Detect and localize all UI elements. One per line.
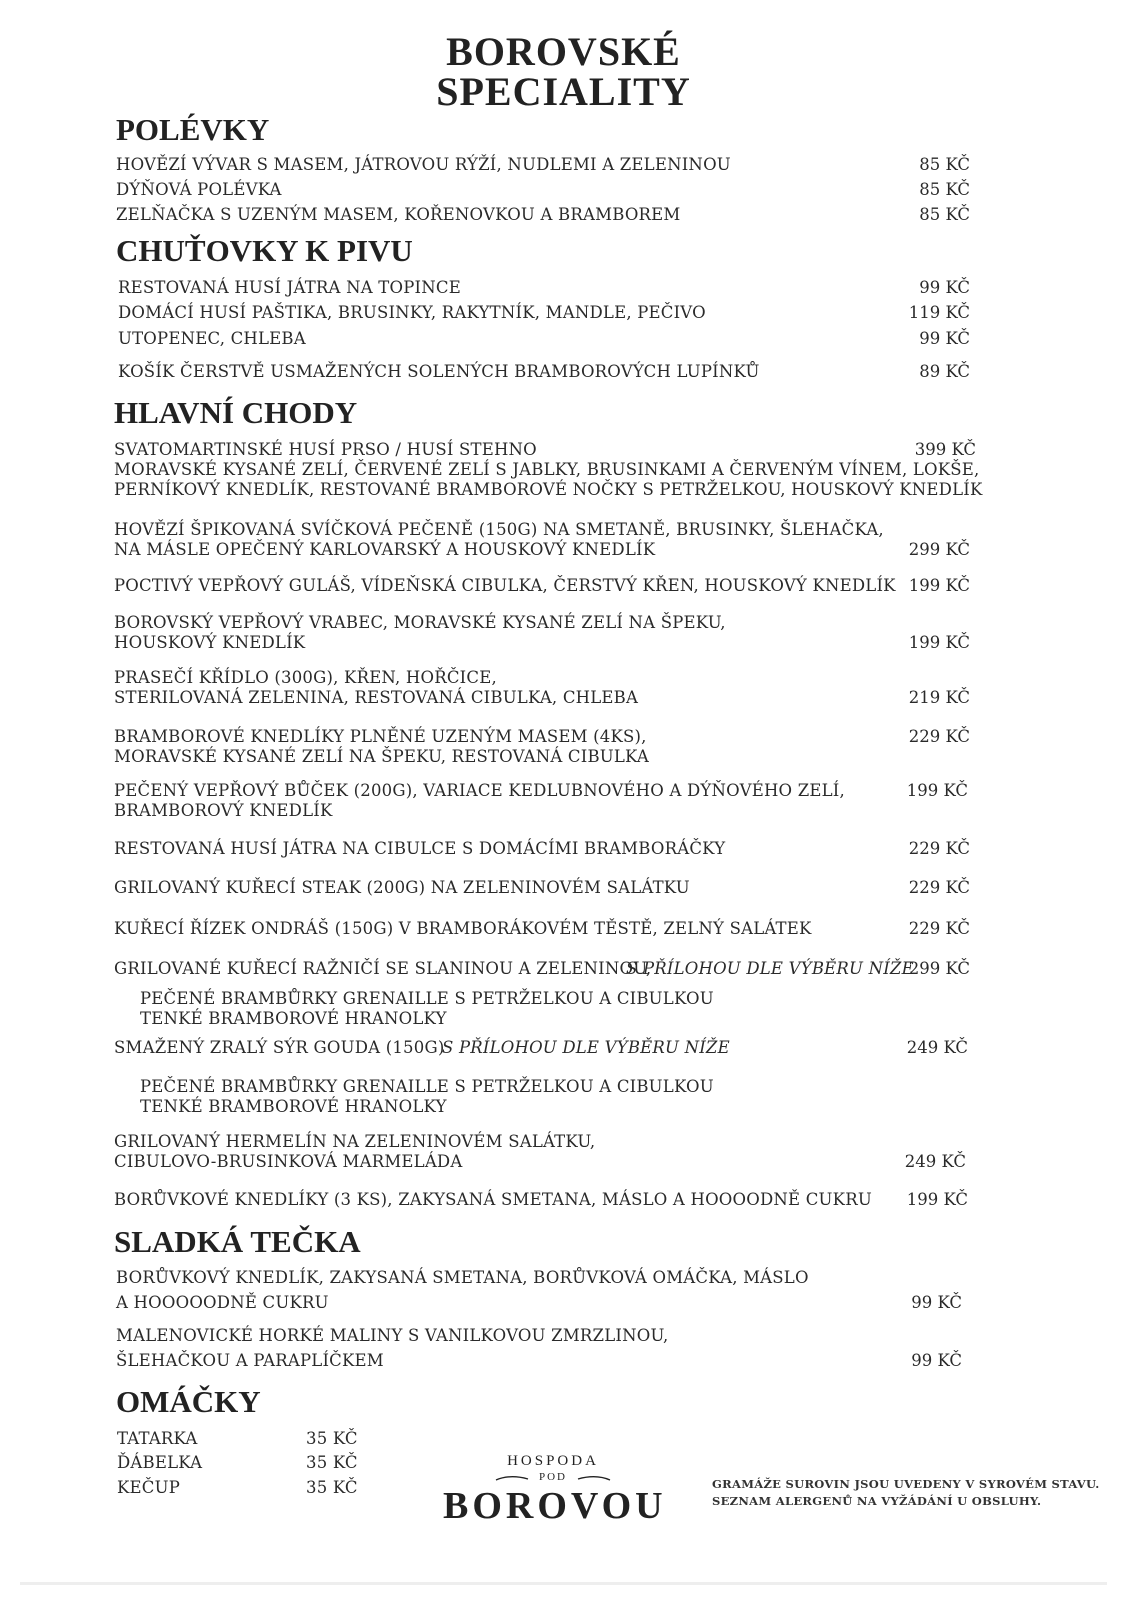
- section-heading-hlavni: HLAVNÍ CHODY: [114, 395, 358, 430]
- menu-item-price: 229 KČ: [908, 878, 970, 897]
- section-heading-polevky: POLÉVKY: [116, 112, 270, 147]
- menu-item-price: 85 KČ: [919, 180, 970, 199]
- menu-item-line: GRILOVANÝ HERMELÍN NA ZELENINOVÉM SALÁTKU,: [114, 1132, 596, 1151]
- menu-item-price: 199 KČ: [906, 781, 968, 800]
- menu-item-line: ŠLEHAČKOU A PARAPLÍČKEM: [116, 1351, 384, 1370]
- side-dish-note: S PŘÍLOHOU DLE VÝBĚRU NÍŽE: [442, 1038, 730, 1057]
- logo-text-hospoda: HOSPODA: [507, 1453, 599, 1469]
- sauce-price: 35 KČ: [306, 1478, 358, 1497]
- menu-item-line: A HOOOOODNĚ CUKRU: [116, 1293, 329, 1312]
- menu-item-line: HOUSKOVÝ KNEDLÍK: [114, 633, 306, 652]
- menu-item-line: BRAMBOROVÝ KNEDLÍK: [114, 801, 333, 820]
- menu-item-name: ZELŇAČKA S UZENÝM MASEM, KOŘENOVKOU A BRAMBOREM: [116, 205, 681, 224]
- menu-item-line: BOROVSKÝ VEPŘOVÝ VRABEC, MORAVSKÉ KYSANÉ ZELÍ NA ŠPEKU,: [114, 613, 726, 632]
- menu-item-line: GRILOVANÉ KUŘECÍ RAŽNIČÍ SE SLANINOU A ZELENINOU,: [114, 959, 652, 978]
- side-option: TENKÉ BRAMBOROVÉ HRANOLKY: [140, 1009, 447, 1028]
- menu-item-price: 229 KČ: [908, 839, 970, 858]
- sauce-price: 35 KČ: [306, 1429, 358, 1448]
- logo-text-pod: POD: [538, 1471, 567, 1483]
- menu-item-price: 89 KČ: [919, 362, 970, 381]
- menu-item-price: 199 KČ: [906, 1190, 968, 1209]
- menu-item-price: 85 KČ: [919, 155, 970, 174]
- side-option: PEČENÉ BRAMBŮRKY GRENAILLE S PETRŽELKOU A CIBULKOU: [140, 1077, 714, 1096]
- menu-item-line: SVATOMARTINSKÉ HUSÍ PRSO / HUSÍ STEHNO: [114, 440, 537, 459]
- menu-item-price: 199 KČ: [908, 633, 970, 652]
- menu-item-line: PERNÍKOVÝ KNEDLÍK, RESTOVANÉ BRAMBOROVÉ NOČKY S PETRŽELKOU, HOUSKOVÝ KNEDLÍK: [114, 480, 983, 499]
- menu-item-price: 99 KČ: [911, 1293, 962, 1312]
- section-heading-omacky: OMÁČKY: [116, 1384, 261, 1419]
- menu-item-line: STERILOVANÁ ZELENINA, RESTOVANÁ CIBULKA, CHLEBA: [114, 688, 639, 707]
- menu-item-line: PEČENÝ VEPŘOVÝ BŮČEK (200G), VARIACE KEDLUBNOVÉHO A DÝŇOVÉHO ZELÍ,: [114, 781, 845, 800]
- side-option: PEČENÉ BRAMBŮRKY GRENAILLE S PETRŽELKOU A CIBULKOU: [140, 989, 714, 1008]
- menu-item-line: MALENOVICKÉ HORKÉ MALINY S VANILKOVOU ZMRZLINOU,: [116, 1326, 669, 1345]
- menu-item-price: 299 KČ: [908, 959, 970, 978]
- menu-item-price: 219 KČ: [908, 688, 970, 707]
- menu-item-line: KUŘECÍ ŘÍZEK ONDRÁŠ (150G) V BRAMBORÁKOVÉM TĚSTĚ, ZELNÝ SALÁTEK: [114, 919, 812, 938]
- sauce-name: TATARKA: [117, 1429, 198, 1448]
- sauce-name: KEČUP: [117, 1478, 181, 1497]
- menu-item-price: 229 KČ: [908, 727, 970, 746]
- menu-item-price: 99 KČ: [919, 329, 970, 348]
- menu-item-price: 99 KČ: [919, 278, 970, 297]
- footer-note-line2: SEZNAM ALERGENŮ NA VYŽÁDÁNÍ U OBSLUHY.: [712, 1494, 1042, 1508]
- section-heading-chutovky: CHUŤOVKY K PIVU: [116, 233, 413, 268]
- menu-item-line: CIBULOVO-BRUSINKOVÁ MARMELÁDA: [114, 1152, 463, 1171]
- menu-item-price: 99 KČ: [911, 1351, 962, 1370]
- menu-item-line: SMAŽENÝ ZRALÝ SÝR GOUDA (150G): [114, 1038, 445, 1057]
- menu-item-line: POCTIVÝ VEPŘOVÝ GULÁŠ, VÍDEŇSKÁ CIBULKA, ČERSTVÝ KŘEN, HOUSKOVÝ KNEDLÍK: [114, 576, 896, 595]
- menu-title-line2: SPECIALITY: [436, 69, 691, 114]
- menu-item-price: 199 KČ: [908, 576, 970, 595]
- menu-item-price: 229 KČ: [908, 919, 970, 938]
- menu-item-line: GRILOVANÝ KUŘECÍ STEAK (200G) NA ZELENINOVÉM SALÁTKU: [114, 878, 690, 897]
- menu-item-line: NA MÁSLE OPEČENÝ KARLOVARSKÝ A HOUSKOVÝ KNEDLÍK: [114, 540, 656, 559]
- sauce-name: ĎÁBELKA: [117, 1453, 203, 1472]
- menu-item-price: 399 KČ: [914, 440, 976, 459]
- sauce-price: 35 KČ: [306, 1453, 358, 1472]
- menu-title-line1: BOROVSKÉ: [446, 29, 681, 74]
- menu-item-name: UTOPENEC, CHLEBA: [118, 329, 306, 348]
- bottom-divider: [20, 1582, 1107, 1585]
- menu-item-price: 119 KČ: [908, 303, 970, 322]
- menu-item-price: 299 KČ: [908, 540, 970, 559]
- side-option: TENKÉ BRAMBOROVÉ HRANOLKY: [140, 1097, 447, 1116]
- menu-item-line: HOVĚZÍ ŠPIKOVANÁ SVÍČKOVÁ PEČENĚ (150G) NA SMETANĚ, BRUSINKY, ŠLEHAČKA,: [114, 520, 884, 539]
- menu-item-line: RESTOVANÁ HUSÍ JÁTRA NA CIBULCE S DOMÁCÍMI BRAMBORÁČKY: [114, 839, 726, 858]
- menu-item-line: BORŮVKOVÉ KNEDLÍKY (3 KS), ZAKYSANÁ SMETANA, MÁSLO A HOOOODNĚ CUKRU: [114, 1190, 872, 1209]
- menu-item-name: DÝŇOVÁ POLÉVKA: [116, 180, 282, 199]
- menu-item-name: KOŠÍK ČERSTVĚ USMAŽENÝCH SOLENÝCH BRAMBOROVÝCH LUPÍNKŮ: [118, 362, 760, 381]
- menu-item-line: BORŮVKOVÝ KNEDLÍK, ZAKYSANÁ SMETANA, BORŮVKOVÁ OMÁČKA, MÁSLO: [116, 1268, 809, 1287]
- menu-item-price: 85 KČ: [919, 205, 970, 224]
- footer-note-line1: GRAMÁŽE SUROVIN JSOU UVEDENY V SYROVÉM STAVU.: [712, 1477, 1100, 1491]
- menu-item-name: DOMÁCÍ HUSÍ PAŠTIKA, BRUSINKY, RAKYTNÍK, MANDLE, PEČIVO: [118, 303, 706, 322]
- menu-item-line: PRASEČÍ KŘÍDLO (300G), KŘEN, HOŘČICE,: [114, 668, 497, 687]
- logo-text-borovou: BOROVOU: [443, 1485, 667, 1527]
- menu-item-line: MORAVSKÉ KYSANÉ ZELÍ NA ŠPEKU, RESTOVANÁ CIBULKA: [114, 747, 650, 766]
- menu-item-price: 249 KČ: [904, 1152, 966, 1171]
- menu-item-name: RESTOVANÁ HUSÍ JÁTRA NA TOPINCE: [118, 278, 461, 297]
- section-heading-sladka: SLADKÁ TEČKA: [114, 1224, 361, 1259]
- side-dish-note: S PŘÍLOHOU DLE VÝBĚRU NÍŽE: [626, 959, 914, 978]
- menu-item-price: 249 KČ: [906, 1038, 968, 1057]
- menu-item-line: MORAVSKÉ KYSANÉ ZELÍ, ČERVENÉ ZELÍ S JABLKY, BRUSINKAMI A ČERVENÝM VÍNEM, LOKŠE,: [114, 460, 980, 479]
- menu-item-line: BRAMBOROVÉ KNEDLÍKY PLNĚNÉ UZENÝM MASEM (4KS),: [114, 727, 647, 746]
- menu-item-name: HOVĚZÍ VÝVAR S MASEM, JÁTROVOU RÝŽÍ, NUDLEMI A ZELENINOU: [116, 155, 731, 174]
